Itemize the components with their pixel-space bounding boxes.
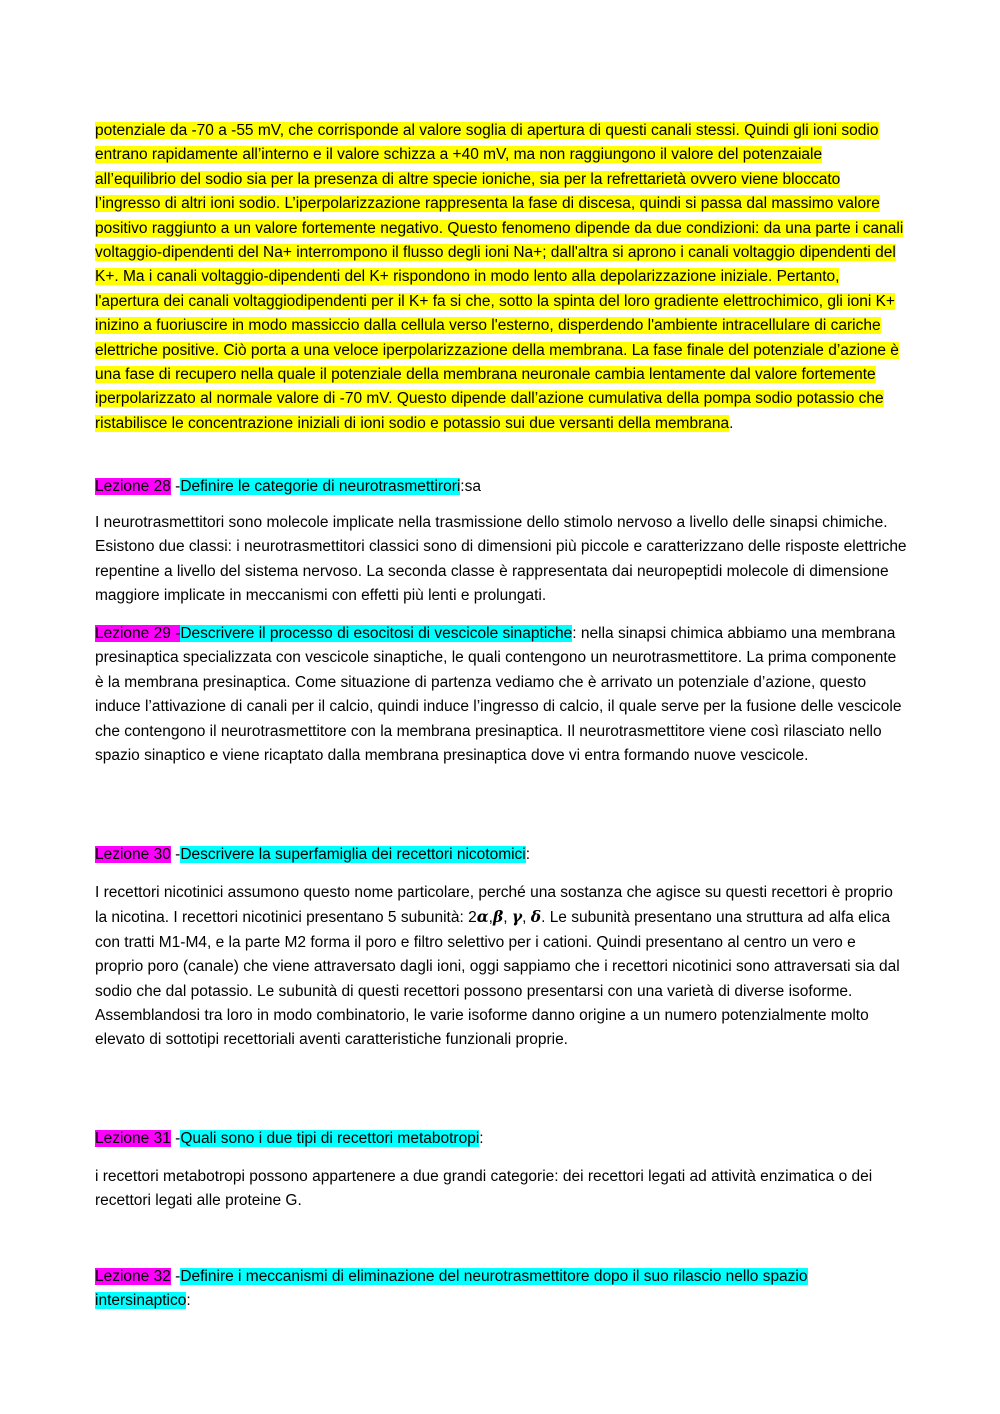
lezione-32-dash: -	[170, 1268, 181, 1285]
lezione-28-heading	[95, 475, 907, 499]
lezione-31-dash: -	[170, 1130, 181, 1147]
comma-3: ,	[522, 909, 531, 927]
beta-symbol: 𝜷	[492, 907, 504, 927]
lezione-31-question: Quali sono i due tipi di recettori metabotropi	[180, 1130, 480, 1147]
intro-text: potenziale da -70 a -55 mV, che corrisponde al valore soglia di apertura di questi canali stessi. Quindi gli ioni sodio entrano rapidamente all’interno e il valore schizza a +40 mV, ma non raggiungono il valore del potenzaiale all’equilibrio del sodio sia per la presenza di altre specie ioniche, sia per la refrettarietà ovvero viene bloccato l’ingresso di altri ioni sodio. L’iperpolarizzazione rappresenta la fase di discesa, quindi si passa dal massimo valore positivo raggiunto a un valore fortemente negativo. Questo fenomeno dipende da due condizioni: da una parte i canali voltaggio-dipendenti del Na+ interrompono il flusso degli ioni Na+; dall'altra si aprono i canali voltaggio dipendenti del K+. Ma i canali voltaggio-dipendenti del K+ rispondono in modo lento alla depolarizzazione iniziale. Pertanto, l'apertura dei canali voltaggiodipendenti per il K+ fa si che, sotto la spinta del loro gradiente elettrochimico, gli ioni K+ inizino a fuoriuscire in modo massiccio dalla cellula verso l'esterno, disperdendo l'ambiente intracellulare di cariche elettriche positive. Ciò porta a una veloce iperpolarizzazione della membrana. La fase finale del potenziale d’azione è una fase di recupero nella quale il potenziale della membrana neuronale cambia lentamente dal valore fortemente iperpolarizzato al normale valore di -70 mV. Questo dipende dall’azione cumulativa della pompa sodio potassio che ristabilisce le concentrazione iniziali di ioni sodio e potassio sui due versanti della membrana	[95, 122, 904, 432]
lezione-31-answer: i recettori metabotropi possono appartenere a due grandi categorie: dei recettori legati ad attività enzimatica o dei recettori legati alle proteine G.	[95, 1168, 873, 1210]
alpha-symbol: 𝜶	[476, 907, 489, 927]
lezione-28-dash: -	[170, 478, 181, 495]
lezione-28-suffix: :sa	[460, 478, 481, 495]
lezione-32-heading	[95, 1265, 907, 1314]
lezione-30-label: Lezione 30	[95, 846, 171, 863]
lezione-32-label: Lezione 32	[95, 1268, 171, 1285]
lezione-28-label: Lezione 28	[95, 478, 171, 495]
lezione-28-question: Definire le categorie di neurotrasmettirori	[180, 478, 461, 495]
lezione-28-answer: I neurotrasmettitori sono molecole implicate nella trasmissione dello stimolo nervoso a livello delle sinapsi chimiche. Esistono due classi: i neurotrasmettitori classici sono di dimensioni più piccole e caratterizzano delle risposte elettriche repentine a livello del sistema nervoso. La seconda classe è rappresentata dai neuropeptidi molecole di dimensione maggiore implicate in meccanismi con effetti più lenti e prolungati.	[95, 514, 907, 605]
intro-end: .	[729, 414, 734, 432]
lezione-31-suffix: :	[479, 1130, 484, 1147]
comma-2: ,	[503, 909, 512, 927]
lezione-29-question: Descrivere il processo di esocitosi di vescicole sinaptiche	[180, 625, 573, 642]
lezione-30-answer-start: I recettori nicotinici assumono questo nome particolare, perché una sostanza che agisce su questi recettori è proprio la nicotina. I recettori nicotinici presentano 5 subunità: 2	[95, 884, 893, 927]
delta-symbol: 𝜹	[530, 907, 542, 927]
lezione-29-label: Lezione 29	[95, 625, 171, 642]
lezione-29-paragraph	[95, 622, 907, 768]
comma-1: ,	[488, 909, 493, 927]
lezione-30-question: Descrivere la superfamiglia dei recettori nicotomici	[180, 846, 526, 863]
lezione-32-question: Definire i meccanismi di eliminazione del neurotrasmettitore dopo il suo rilascio nello spazio intersinaptico	[95, 1268, 808, 1310]
lezione-31-label: Lezione 31	[95, 1130, 171, 1147]
lezione-30-dash: -	[170, 846, 181, 863]
lezione-31-heading	[95, 1127, 907, 1151]
intro-paragraph	[95, 119, 907, 436]
lezione-30-answer	[95, 881, 907, 1053]
lezione-30-answer-end: . Le subunità presentano una struttura ad alfa elica con tratti M1-M4, e la parte M2 forma il poro e filtro selettivo per i cationi. Quindi presentano al centro un vero e proprio poro (canale) che viene attraversato dagli ioni, oggi sappiamo che i recettori nicotinici sono attraversati sia dal sodio che dal potassio. Le subunità di questi recettori possono presentarsi con una varietà di diverse isoforme. Assemblandosi tra loro in modo combinatorio, le varie isoforme danno origine a un numero potenzialmente molto elevato di sottotipi recettoriali aventi caratteristiche funzionali proprie.	[95, 909, 900, 1049]
lezione-30-heading	[95, 843, 907, 867]
gamma-symbol: 𝜸	[511, 907, 523, 927]
lezione-29-answer: : nella sinapsi chimica abbiamo una membrana presinaptica specializzata con vescicole sinaptiche, le quali contengono un neurotrasmettitore. La prima componente è la membrana presinaptica. Come situazione di partenza vediamo che è arrivato un potenziale d’azione, questo induce l’attivazione di canali per il calcio, quindi induce l’ingresso di calcio, il quale serve per la fusione delle vescicole che contengono il neurotrasmettitore con la membrana presinaptica. Il neurotrasmettitore viene così rilasciato nello spazio sinaptico e viene ricaptato dalla membrana presinaptica dove vi entra formando nuove vescicole.	[95, 625, 902, 765]
lezione-30-suffix: :	[525, 846, 531, 863]
lezione-29-dash: -	[170, 625, 181, 642]
lezione-32-suffix: :	[186, 1292, 191, 1310]
